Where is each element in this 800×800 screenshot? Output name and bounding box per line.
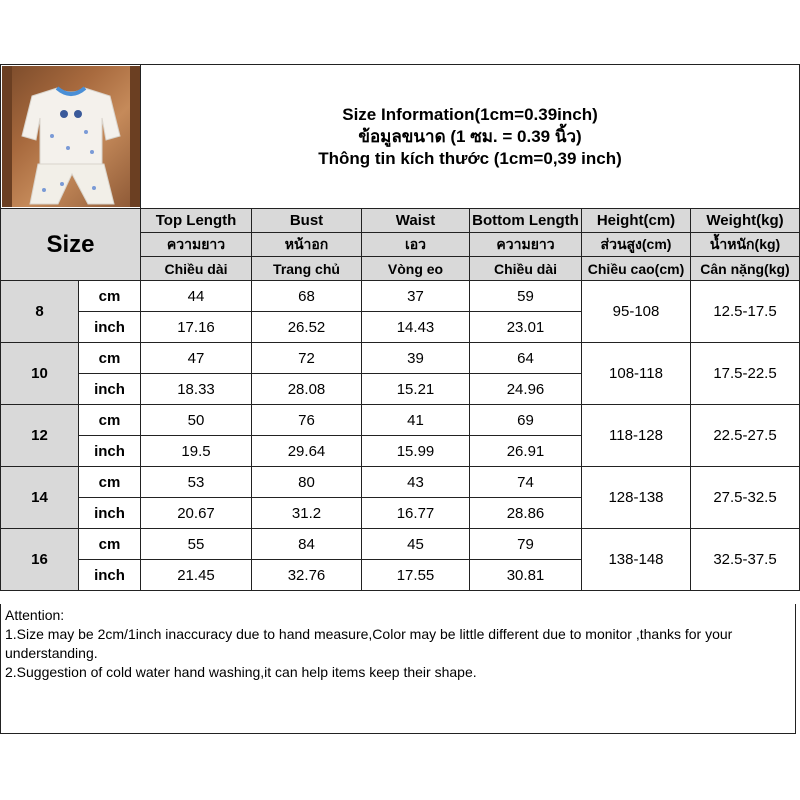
waist-inch: 14.43 — [362, 312, 470, 343]
height-range: 95-108 — [582, 281, 691, 343]
col-waist-th: เอว — [362, 233, 470, 257]
bottom-length-cm: 69 — [470, 405, 582, 436]
bust-cm: 76 — [252, 405, 362, 436]
bust-cm: 80 — [252, 467, 362, 498]
waist-cm: 45 — [362, 529, 470, 560]
col-height-th: ส่วนสูง(cm) — [582, 233, 691, 257]
col-waist-en: Waist — [362, 209, 470, 233]
col-height-vi: Chiều cao(cm) — [582, 257, 691, 281]
size-chart-table — [0, 64, 800, 591]
top-length-inch: 18.33 — [141, 374, 252, 405]
top-length-cm: 53 — [141, 467, 252, 498]
top-length-cm: 55 — [141, 529, 252, 560]
unit-inch: inch — [79, 560, 141, 591]
title-thai: ข้อมูลขนาด (1 ซม. = 0.39 นิ้ว) — [358, 126, 582, 146]
col-bust-th: หน้าอก — [252, 233, 362, 257]
weight-range: 22.5-27.5 — [691, 405, 800, 467]
bust-cm: 72 — [252, 343, 362, 374]
height-range: 118-128 — [582, 405, 691, 467]
table-row — [1, 529, 800, 560]
size-value: 12 — [1, 405, 79, 467]
col-top-length-th: ความยาว — [141, 233, 252, 257]
unit-cm: cm — [79, 467, 141, 498]
top-length-inch: 20.67 — [141, 498, 252, 529]
size-value: 14 — [1, 467, 79, 529]
weight-range: 17.5-22.5 — [691, 343, 800, 405]
col-bottom-length-th: ความยาว — [470, 233, 582, 257]
top-length-cm: 50 — [141, 405, 252, 436]
size-value: 16 — [1, 529, 79, 591]
col-height-en: Height(cm) — [582, 209, 691, 233]
table-row — [1, 405, 800, 436]
bottom-length-cm: 64 — [470, 343, 582, 374]
height-range: 108-118 — [582, 343, 691, 405]
unit-cm: cm — [79, 343, 141, 374]
weight-range: 27.5-32.5 — [691, 467, 800, 529]
unit-inch: inch — [79, 312, 141, 343]
title-vietnamese: Thông tin kích thước (1cm=0,39 inch) — [318, 148, 622, 168]
bottom-length-cm: 79 — [470, 529, 582, 560]
weight-range: 32.5-37.5 — [691, 529, 800, 591]
attention-heading: Attention: — [5, 607, 65, 623]
table-row — [1, 343, 800, 374]
col-bottom-length-en: Bottom Length — [470, 209, 582, 233]
bust-cm: 68 — [252, 281, 362, 312]
top-length-cm: 44 — [141, 281, 252, 312]
bust-inch: 26.52 — [252, 312, 362, 343]
bottom-length-inch: 30.81 — [470, 560, 582, 591]
bottom-length-inch: 24.96 — [470, 374, 582, 405]
waist-cm: 41 — [362, 405, 470, 436]
title-english: Size Information(1cm=0.39inch) — [342, 104, 598, 124]
weight-range: 12.5-17.5 — [691, 281, 800, 343]
table-row — [1, 467, 800, 498]
waist-cm: 43 — [362, 467, 470, 498]
col-bottom-length-vi: Chiều dài — [470, 257, 582, 281]
bust-inch: 31.2 — [252, 498, 362, 529]
bust-inch: 29.64 — [252, 436, 362, 467]
product-photo-cell — [1, 65, 141, 209]
col-bust-vi: Trang chủ — [252, 257, 362, 281]
col-waist-vi: Vòng eo — [362, 257, 470, 281]
top-length-inch: 17.16 — [141, 312, 252, 343]
size-information-title — [141, 65, 800, 209]
col-weight-vi: Cân nặng(kg) — [691, 257, 800, 281]
col-top-length-en: Top Length — [141, 209, 252, 233]
unit-inch: inch — [79, 374, 141, 405]
waist-inch: 17.55 — [362, 560, 470, 591]
bottom-length-inch: 26.91 — [470, 436, 582, 467]
unit-inch: inch — [79, 498, 141, 529]
size-value: 10 — [1, 343, 79, 405]
attention-line-2: 2.Suggestion of cold water hand washing,it can help items keep their shape. — [5, 664, 477, 680]
bottom-length-inch: 28.86 — [470, 498, 582, 529]
waist-inch: 15.21 — [362, 374, 470, 405]
top-length-inch: 19.5 — [141, 436, 252, 467]
bust-cm: 84 — [252, 529, 362, 560]
waist-cm: 39 — [362, 343, 470, 374]
unit-cm: cm — [79, 405, 141, 436]
bottom-length-cm: 74 — [470, 467, 582, 498]
attention-line-1: 1.Size may be 2cm/1inch inaccuracy due to hand measure,Color may be little different due to monitor ,thanks for your understanding. — [5, 626, 733, 661]
waist-inch: 16.77 — [362, 498, 470, 529]
bust-inch: 28.08 — [252, 374, 362, 405]
product-photo — [2, 66, 140, 207]
bust-inch: 32.76 — [252, 560, 362, 591]
col-bust-en: Bust — [252, 209, 362, 233]
top-length-cm: 47 — [141, 343, 252, 374]
unit-cm: cm — [79, 529, 141, 560]
top-length-inch: 21.45 — [141, 560, 252, 591]
unit-inch: inch — [79, 436, 141, 467]
col-weight-th: น้ำหนัก(kg) — [691, 233, 800, 257]
unit-cm: cm — [79, 281, 141, 312]
attention-notes — [0, 604, 796, 734]
bottom-length-cm: 59 — [470, 281, 582, 312]
waist-inch: 15.99 — [362, 436, 470, 467]
height-range: 138-148 — [582, 529, 691, 591]
pajama-illustration — [2, 66, 140, 207]
size-header: Size — [1, 209, 141, 281]
size-value: 8 — [1, 281, 79, 343]
height-range: 128-138 — [582, 467, 691, 529]
table-row — [1, 281, 800, 312]
waist-cm: 37 — [362, 281, 470, 312]
col-weight-en: Weight(kg) — [691, 209, 800, 233]
col-top-length-vi: Chiều dài — [141, 257, 252, 281]
bottom-length-inch: 23.01 — [470, 312, 582, 343]
